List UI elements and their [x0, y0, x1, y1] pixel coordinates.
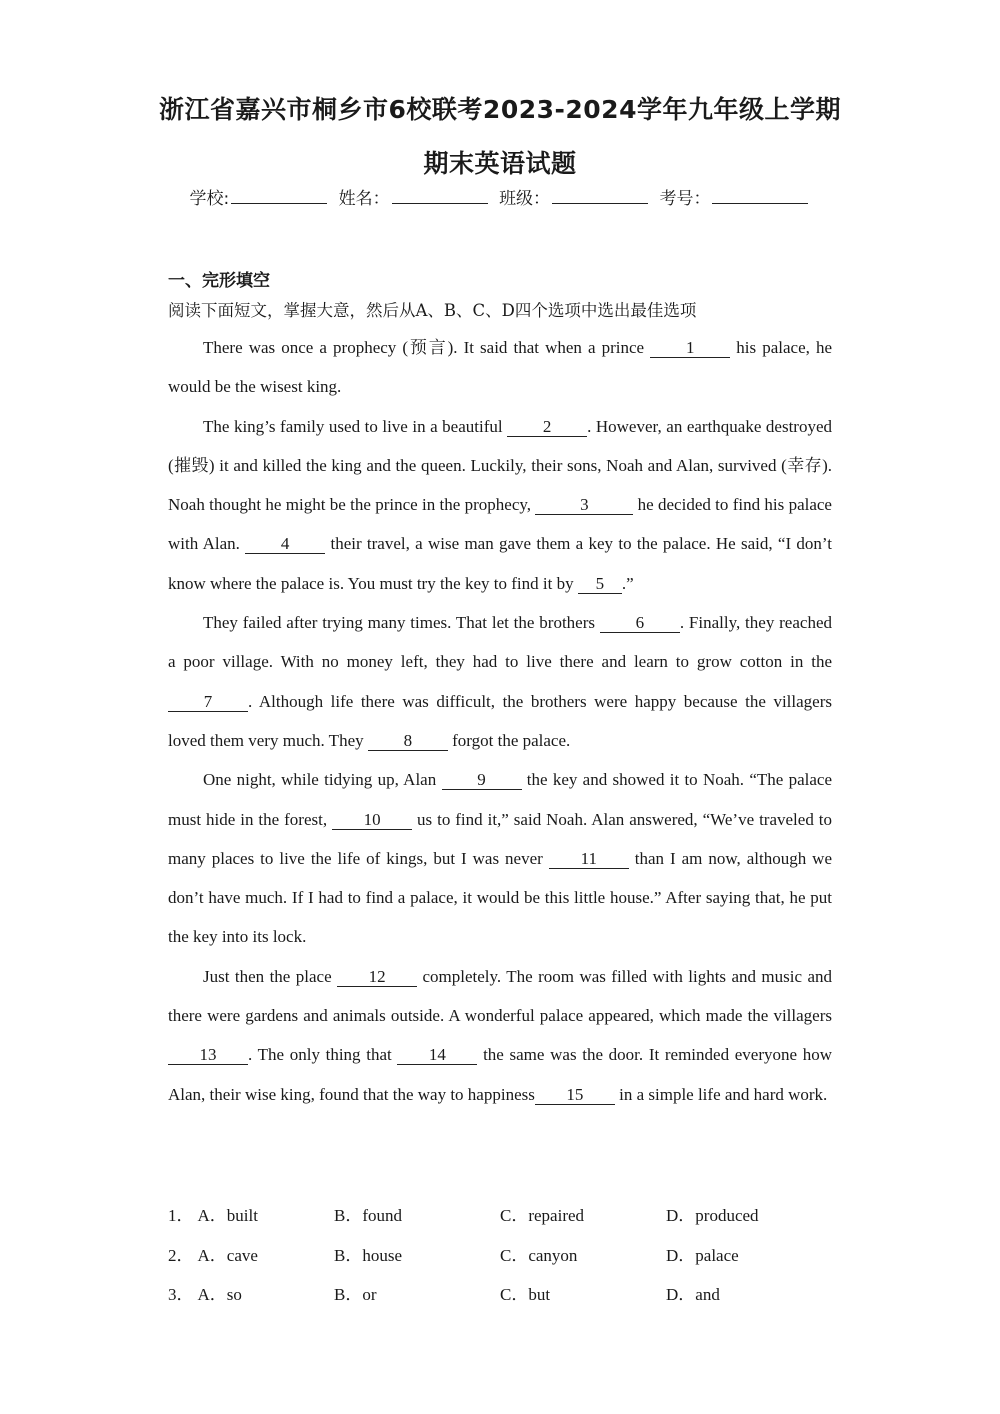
text-run: the same was the door. It reminded everyone how Alan, their wise king, found that the way to happiness — [168, 1045, 832, 1104]
exam-title-line-2: 期末英语试题 — [423, 149, 577, 178]
blank-1: 1 — [650, 339, 730, 358]
option-1d[interactable]: D．produced — [666, 1206, 759, 1226]
option-3a[interactable] — [168, 1280, 334, 1305]
question-row-1 — [168, 1194, 832, 1234]
option-2b[interactable]: B．house — [334, 1245, 402, 1265]
option-label: A．cave — [197, 1245, 258, 1265]
option-label: A．so — [197, 1285, 242, 1305]
blank-4: 4 — [245, 535, 325, 554]
option-label: A．built — [197, 1206, 258, 1226]
text-run: .” — [621, 573, 634, 593]
exam-number-blank[interactable] — [712, 189, 808, 204]
text-run: Just then the place — [203, 966, 338, 986]
answer-options — [168, 1194, 832, 1313]
text-run: . Finally, they reached a poor village. With no money left, they had to live there and learn to grow cotton in the — [168, 613, 832, 672]
text-run: They failed after trying many times. That let the brothers — [203, 613, 600, 633]
paragraph-1 — [168, 328, 832, 407]
blank-6: 6 — [600, 614, 680, 633]
student-info-row — [0, 184, 1000, 209]
question-row-2 — [168, 1234, 832, 1274]
text-run: his palace, he would be the wisest king. — [168, 338, 833, 397]
school-blank[interactable] — [231, 189, 327, 204]
text-run: in a simple life and hard work. — [614, 1084, 828, 1104]
option-1b[interactable]: B．found — [334, 1206, 402, 1226]
text-run: The king’s family used to live in a beautiful — [203, 416, 508, 436]
text-run: their travel, a wise man gave them a key to the palace. He said, “I don’t know where the palace is. You must try the key to find it by — [168, 534, 832, 593]
paragraph-3 — [168, 603, 832, 760]
text-run: . However, an earthquake destroyed (摧毁) it and killed the king and the queen. Luckily, their sons, Noah and Alan, survived (幸存). Noah thought he might be the prince in the prophecy, — [168, 416, 833, 515]
blank-2: 2 — [507, 418, 587, 437]
cloze-passage — [168, 328, 832, 1114]
text-run: the key and showed it to Noah. “The palace must hide in the forest, — [168, 770, 832, 829]
option-1a[interactable] — [168, 1201, 334, 1226]
text-run: . Although life there was difficult, the brothers were happy because the villagers loved them very much. They — [168, 691, 832, 750]
question-number: 1． — [168, 1206, 194, 1226]
blank-12: 12 — [337, 968, 417, 987]
option-3c[interactable]: C．but — [500, 1285, 551, 1305]
blank-13: 13 — [168, 1046, 248, 1065]
section-heading: 一、完形填空 — [168, 271, 270, 291]
blank-5: 5 — [578, 575, 622, 594]
blank-8: 8 — [368, 732, 448, 751]
option-2d[interactable]: D．palace — [666, 1245, 739, 1265]
blank-7: 7 — [168, 693, 248, 712]
exam-title-line-1: 浙江省嘉兴市桐乡市6校联考2023-2024学年九年级上学期 — [159, 95, 841, 124]
text-run: One night, while tidying up, Alan — [203, 770, 442, 790]
class-label: 班级： — [499, 189, 551, 209]
blank-10: 10 — [332, 811, 412, 830]
text-run: There was once a prophecy (预言). It said that when a prince — [203, 338, 651, 357]
option-1c[interactable]: C．repaired — [500, 1206, 585, 1226]
class-blank[interactable] — [552, 189, 648, 204]
blank-15: 15 — [535, 1086, 615, 1105]
question-row-3 — [168, 1273, 832, 1313]
text-run: forgot the palace. — [447, 730, 571, 750]
section-instruction: 阅读下面短文，掌握大意，然后从A、B、C、D四个选项中选出最佳选项 — [168, 301, 697, 320]
blank-11: 11 — [549, 850, 629, 869]
text-run: he decided to find his palace with Alan. — [168, 495, 832, 554]
exam-number-label: 考号： — [659, 189, 711, 209]
text-run: completely. The room was filled with lights and music and there were gardens and animals outside. A wonderful palace appeared, which made the villagers — [168, 966, 833, 1026]
option-2c[interactable]: C．canyon — [500, 1245, 578, 1265]
name-blank[interactable] — [392, 189, 488, 204]
blank-3: 3 — [535, 496, 633, 515]
text-run: than I am now, although we don’t have much. If I had to find a palace, it would be this little house.” After saying that, he put the key into its lock. — [168, 848, 832, 947]
paragraph-5 — [168, 957, 832, 1114]
paragraph-2 — [168, 407, 832, 603]
option-3b[interactable]: B．or — [334, 1285, 377, 1305]
text-run: us to find it,” said Noah. Alan answered, “We’ve traveled to many places to live the life of kings, but I was never — [168, 809, 832, 868]
school-label: 学校: — [189, 189, 230, 209]
blank-9: 9 — [442, 771, 522, 790]
text-run: . The only thing that — [248, 1045, 398, 1065]
option-3d[interactable]: D．and — [666, 1285, 720, 1305]
question-number: 3． — [168, 1285, 194, 1305]
paragraph-4 — [168, 760, 832, 956]
name-label: 姓名： — [338, 189, 390, 209]
blank-14: 14 — [397, 1046, 477, 1065]
question-number: 2． — [168, 1245, 194, 1265]
option-2a[interactable] — [168, 1241, 334, 1266]
